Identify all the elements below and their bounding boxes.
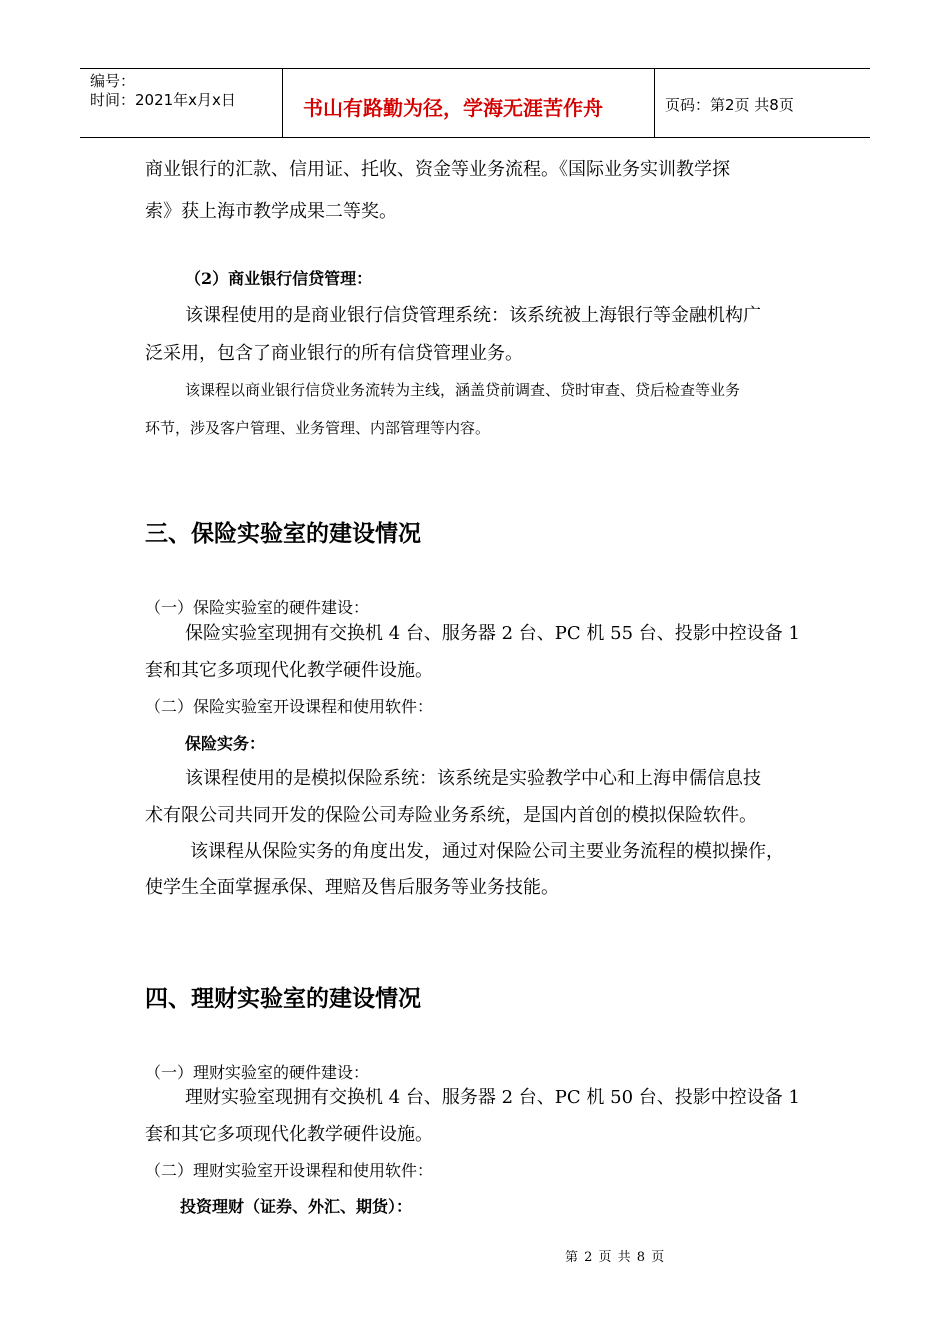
paragraph-line: 商业银行的汇款、信用证、托收、资金等业务流程。《国际业务实训教学探 xyxy=(145,159,730,180)
course-title: 保险实务： xyxy=(185,734,266,753)
paragraph-line: 套和其它多项现代化教学硬件设施。 xyxy=(145,1124,433,1145)
header-page-info: 页码：第2页 共8页 xyxy=(665,96,794,114)
paragraph-line: 术有限公司共同开发的保险公司寿险业务系统，是国内首创的模拟保险软件。 xyxy=(145,805,757,826)
paragraph-line: 环节，涉及客户管理、业务管理、内部管理等内容。 xyxy=(145,419,491,437)
subsection-title: （2）商业银行信贷管理： xyxy=(185,269,373,288)
course-title: 投资理财（证券、外汇、期货）： xyxy=(180,1197,413,1216)
header-motto-cell xyxy=(283,69,655,137)
paragraph-line: 泛采用，包含了商业银行的所有信贷管理业务。 xyxy=(145,343,523,364)
header-info-cell xyxy=(80,69,283,137)
section-heading: 三、保险实验室的建设情况 xyxy=(145,521,421,547)
header-motto: 书山有路勤为径，学海无涯苦作舟 xyxy=(303,96,603,120)
page-footer: 第 2 页 共 8 页 xyxy=(565,1250,666,1265)
subsection-title: （一）保险实验室的硬件建设： xyxy=(145,598,370,617)
page-header xyxy=(80,68,870,138)
subsection-title: （二）理财实验室开设课程和使用软件： xyxy=(145,1161,434,1180)
subsection-title: （一）理财实验室的硬件建设： xyxy=(145,1063,370,1082)
paragraph-line: 索》获上海市教学成果二等奖。 xyxy=(145,201,397,222)
paragraph-line: 该课程从保险实务的角度出发，通过对保险公司主要业务流程的模拟操作， xyxy=(190,841,784,862)
paragraph-line: 该课程使用的是模拟保险系统：该系统是实验教学中心和上海申儒信息技 xyxy=(185,768,761,789)
paragraph-line: 理财实验室现拥有交换机 4 台、服务器 2 台、PC 机 50 台、投影中控设备 1 xyxy=(185,1087,800,1108)
paragraph-line: 该课程以商业银行信贷业务流转为主线，涵盖贷前调查、贷时审查、贷后检查等业务 xyxy=(185,381,741,399)
section-heading: 四、理财实验室的建设情况 xyxy=(145,986,421,1012)
paragraph-line: 套和其它多项现代化教学硬件设施。 xyxy=(145,660,433,681)
header-page-cell xyxy=(655,69,870,137)
paragraph-line: 该课程使用的是商业银行信贷管理系统：该系统被上海银行等金融机构广 xyxy=(185,305,761,326)
paragraph-line: 保险实验室现拥有交换机 4 台、服务器 2 台、PC 机 55 台、投影中控设备 1 xyxy=(185,623,800,644)
subsection-title: （二）保险实验室开设课程和使用软件： xyxy=(145,697,434,716)
paragraph-line: 使学生全面掌握承保、理赔及售后服务等业务技能。 xyxy=(145,877,559,898)
document-date: 时间：2021年x月x日 xyxy=(90,91,236,109)
document-code-label: 编号： xyxy=(90,72,136,90)
